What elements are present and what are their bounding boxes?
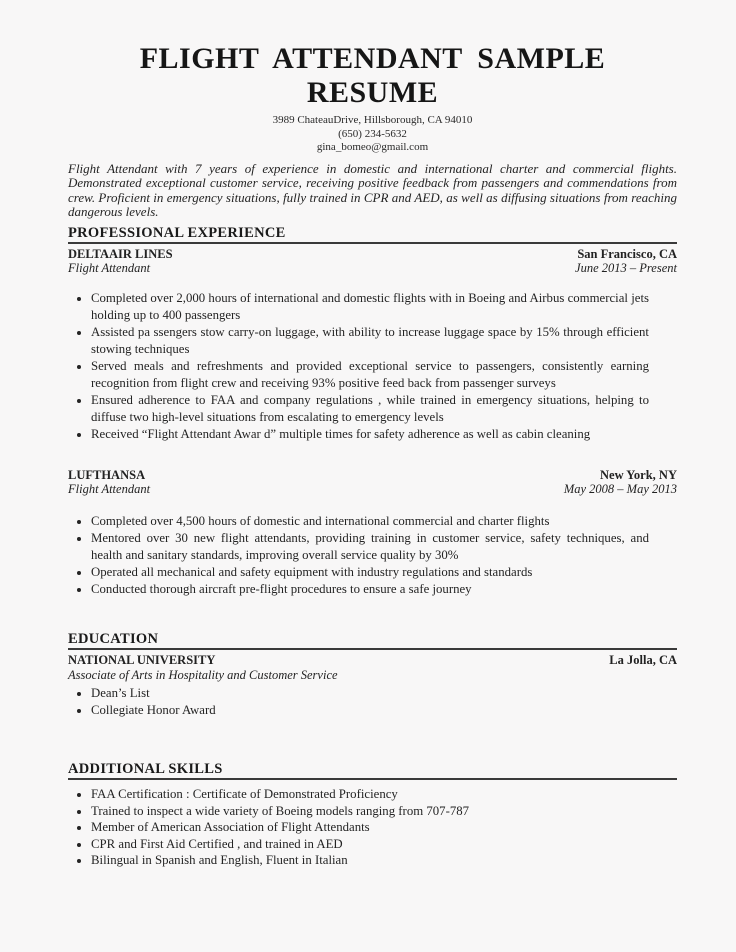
job-bullet: • Served meals and refreshments and provided exceptional service to passengers, consistently earning recognition from flight crew and receiving 93% positive feed back from passenger surveys [91, 358, 649, 392]
job-location: New York, NY [600, 467, 677, 482]
contact-phone: (650) 234-5632 [338, 127, 407, 140]
education-bullet: • Dean’s List [91, 685, 677, 702]
skill-bullet: • FAA Certification : Certificate of Demonstrated Proficiency [91, 786, 677, 803]
resume-title: FLIGHT ATTENDANT SAMPLE RESUME [139, 42, 606, 109]
education-bullet-list [68, 685, 677, 718]
job-bullet: • Received “Flight Attendant Awar d” multiple times for safety adherence as well as cabin cleaning [91, 426, 649, 443]
skill-bullet: • Bilingual in Spanish and English, Fluent in Italian [91, 852, 677, 869]
job-bullet: • Completed over 4,500 hours of domestic and international commercial and charter flights [91, 513, 649, 530]
summary-paragraph: Flight Attendant with 7 years of experience in domestic and international charter and commercial flights. Demonstrated exceptional customer service, receiving positive feedback from passengers and commendations from crew. Proficient in emergency situations, fully trained in CPR and AED, as well as diffusing situations from reaching dangerous levels. [68, 160, 677, 220]
skills-bullet-list [68, 786, 677, 869]
section-heading-education: EDUCATION [68, 631, 677, 650]
education-bullet: • Collegiate Honor Award [91, 702, 677, 719]
job-bullet: • Mentored over 30 new flight attendants, providing training in customer service, safety techniques, and health and sanitary standards, improving overall service quality by 30% [91, 530, 649, 564]
job-bullet: • Conducted thorough aircraft pre-flight procedures to ensure a safe journey [91, 581, 649, 598]
job-lufthansa [68, 469, 677, 598]
education-entry [68, 654, 677, 719]
skill-bullet: • Member of American Association of Flight Attendants [91, 819, 677, 836]
job-dates: June 2013 – Present [575, 261, 677, 276]
section-heading-experience: PROFESSIONAL EXPERIENCE [68, 225, 677, 244]
skill-bullet: • Trained to inspect a wide variety of Boeing models ranging from 707-787 [91, 803, 677, 820]
contact-address: 3989 ChateauDrive, Hillsborough, CA 94010 [272, 114, 473, 126]
job-bullet-list [68, 290, 677, 443]
job-company: DELTAAIR LINES [68, 246, 173, 261]
job-location: San Francisco, CA [577, 246, 677, 261]
job-delta [68, 248, 677, 443]
job-bullet: • Ensured adherence to FAA and company regulations , while trained in emergency situations, helping to diffuse two high-level situations from escalating to emergency levels [91, 392, 649, 426]
contact-email: gina_bomeo@gmail.com [316, 141, 429, 153]
section-heading-skills: ADDITIONAL SKILLS [68, 761, 677, 780]
job-bullet: • Completed over 2,000 hours of international and domestic flights with in Boeing and Airbus commercial jets holding up to 400 passengers [91, 290, 649, 324]
education-degree: Associate of Arts in Hospitality and Customer Service [68, 668, 338, 683]
job-bullet: • Assisted pa ssengers stow carry-on luggage, with ability to increase luggage space by 15% through efficient stowing techniques [91, 324, 649, 358]
skill-bullet: • CPR and First Aid Certified , and trained in AED [91, 836, 677, 853]
job-title: Flight Attendant [68, 261, 151, 276]
job-bullet-list [68, 513, 677, 598]
job-company: LUFTHANSA [68, 467, 146, 482]
job-dates: May 2008 – May 2013 [563, 482, 677, 497]
job-bullet: • Operated all mechanical and safety equipment with industry regulations and standards [91, 564, 649, 581]
education-location: La Jolla, CA [609, 652, 677, 667]
education-school: NATIONAL UNIVERSITY [68, 652, 216, 667]
contact-block [68, 114, 677, 155]
job-title: Flight Attendant [68, 482, 151, 497]
